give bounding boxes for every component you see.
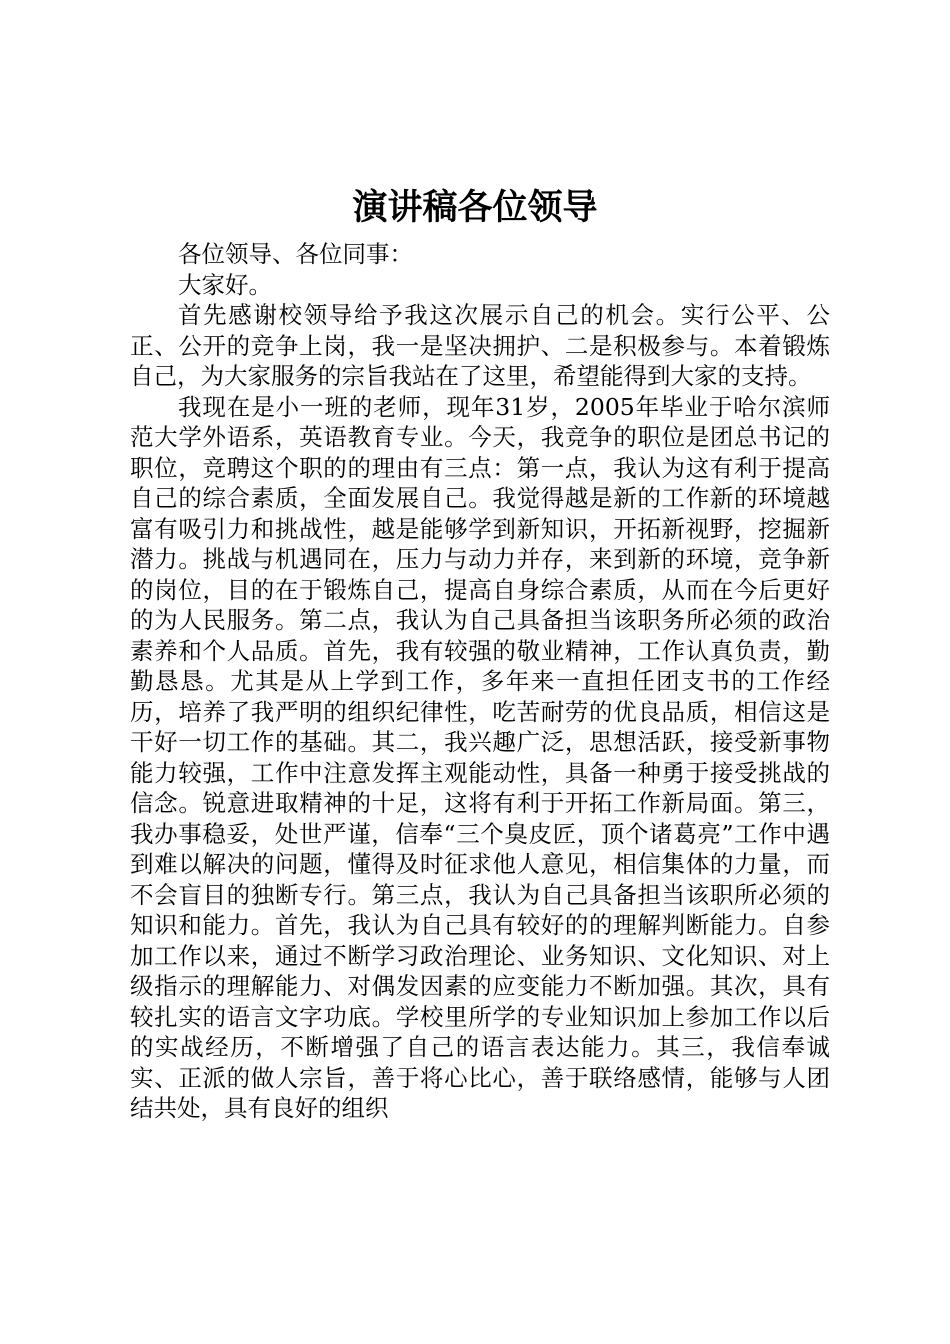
paragraph-salutation: 各位领导、各位同事：: [178, 240, 413, 268]
document-body: [130, 239, 830, 1124]
paragraph-greeting: 大家好。: [178, 270, 272, 299]
paragraph-main: 我现在是小一班的老师，现年31岁，2005年毕业于哈尔滨师范大学外语系，英语教育专业。今天，我竞争的职位是团总书记的职位，竞聘这个职的的理由有三点：第一点，我认为这有利于提高自己的综合素质，全面发展自己。我觉得越是新的工作新的环境越富有吸引力和挑战性，越是能够学到新知识，开拓新视野，挖掘新潜力。挑战与机遇同在，压力与动力并存，来到新的环境，竞争新的岗位，目的在于锻炼自己，提高自身综合素质，从而在今后更好的为人民服务。第二点，我认为自己具备担当该职务所必须的政治素养和个人品质。首先，我有较强的敬业精神，工作认真负责，勤勤恳恳。尤其是从上学到工作，多年来一直担任团支书的工作经历，培养了我严明的组织纪律性，吃苦耐劳的优良品质，相信这是干好一切工作的基础。其二，我兴趣广泛，思想活跃，接受新事物能力较强，工作中注意发挥主观能动性，具备一种勇于接受挑战的信念。锐意进取精神的十足，这将有利于开拓工作新局面。第三，我办事稳妥，处世严谨，信奉“三个臭皮匠，顶个诸葛亮”工作中遇到难以解决的问题，懂得及时征求他人意见，相信集体的力量，而不会盲目的独断专行。第三点，我认为自己具备担当该职所必须的知识和能力。首先，我认为自己具有较好的的理解判断能力。自参加工作以来，通过不断学习政治理论、业务知识、文化知识、对上级指示的理解能力、对偶发因素的应变能力不断加强。其次，具有较扎实的语言文字功底。学校里所学的专业知识加上参加工作以后的实战经历，不断增强了自己的语言表达能力。其三，我信奉诚实、正派的做人宗旨，善于将心比心，善于联络感情，能够与人团结共处，具有良好的组织: [130, 392, 830, 1122]
document-title: 演讲稿各位领导: [352, 188, 598, 228]
paragraph-intro: 首先感谢校领导给予我这次展示自己的机会。实行公平、公正、公开的竞争上岗，我一是坚决拥护、二是积极参与。本着锻炼自己，为大家服务的宗旨我站在了这里，希望能得到大家的支持。: [130, 301, 830, 390]
